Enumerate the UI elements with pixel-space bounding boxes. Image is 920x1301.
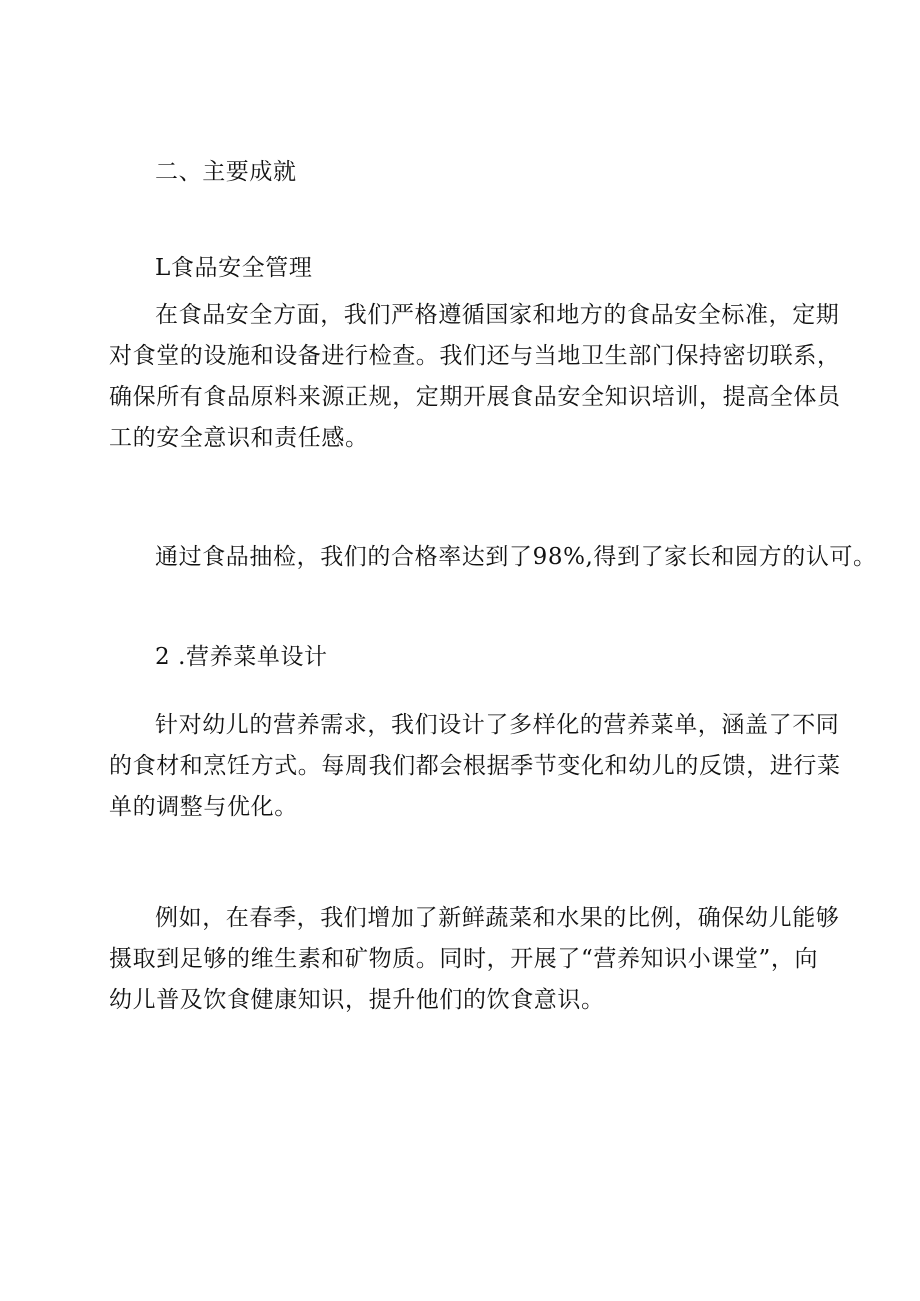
paragraph-inspection-result: 通过食品抽检，我们的合格率达到了98%,得到了家长和园方的认可。 <box>155 544 877 570</box>
paragraph-spring-example <box>109 898 840 1021</box>
paragraph-line: 工的安全意识和责任感。 <box>109 425 369 451</box>
paragraph-line: 针对幼儿的营养需求，我们设计了多样化的营养菜单，涵盖了不同 <box>155 712 840 738</box>
paragraph-line: 在食品安全方面，我们严格遵循国家和地方的食品安全标准，定期 <box>155 302 840 328</box>
section-heading: 二、主要成就 <box>155 159 297 185</box>
paragraph-line: 幼儿普及饮食健康知识，提升他们的饮食意识。 <box>109 987 605 1013</box>
paragraph-line: 例如，在春季，我们增加了新鲜蔬菜和水果的比例，确保幼儿能够 <box>155 905 840 931</box>
subsection-heading-nutrition-menu: 2 .营养菜单设计 <box>155 644 328 670</box>
paragraph-food-safety <box>109 295 841 459</box>
paragraph-line: 对食堂的设施和设备进行检查。我们还与当地卫生部门保持密切联系， <box>109 343 841 369</box>
subsection-heading-food-safety: L食品安全管理 <box>155 255 313 281</box>
paragraph-line: 的食材和烹饪方式。每周我们都会根据季节变化和幼儿的反馈，进行菜 <box>109 753 841 779</box>
paragraph-nutrition-menu <box>109 705 841 828</box>
paragraph-line: 单的调整与优化。 <box>109 794 298 820</box>
paragraph-line: 确保所有食品原料来源正规，定期开展食品安全知识培训，提高全体员 <box>109 384 841 410</box>
paragraph-line: 摄取到足够的维生素和矿物质。同时，开展了“营养知识小课堂”，向 <box>109 946 819 972</box>
